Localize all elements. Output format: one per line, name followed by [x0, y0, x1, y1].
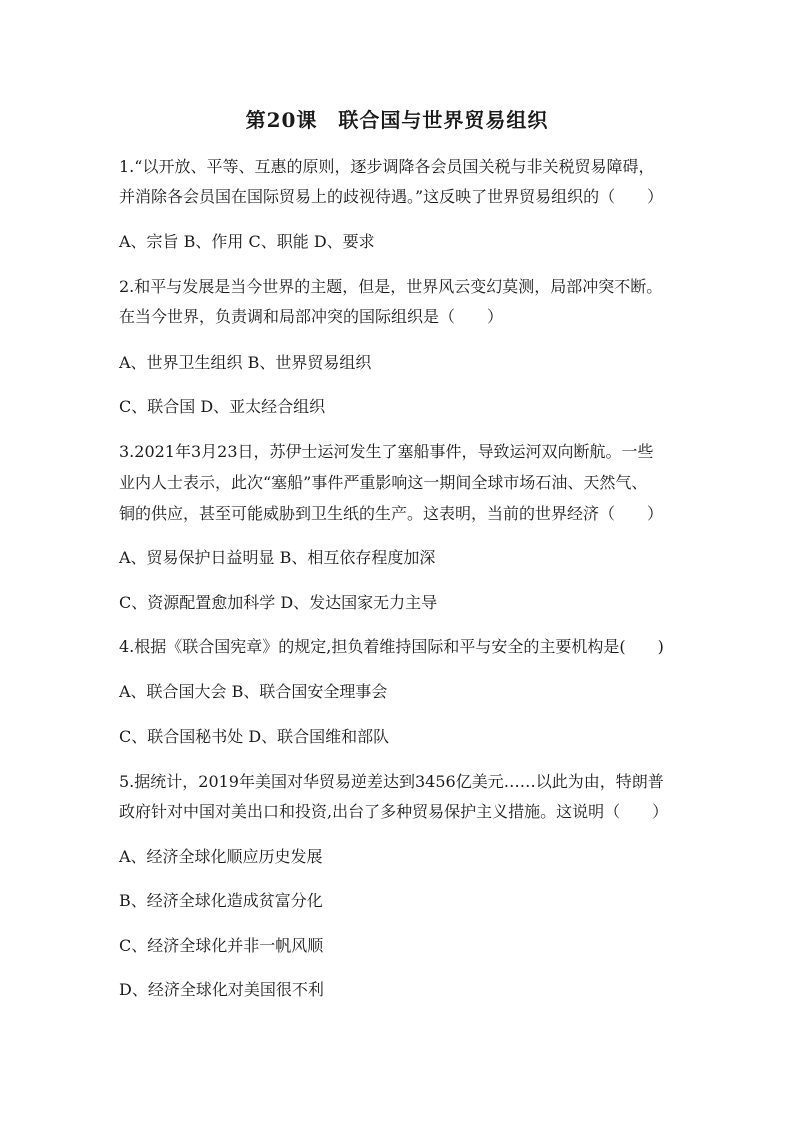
question-4-stem-line-1: 4.根据《联合国宪章》的规定,担负着维持国际和平与安全的主要机构是( ) — [119, 637, 664, 656]
question-3-option-line-1: A、贸易保护日益明显 B、相互依存程度加深 — [119, 548, 436, 567]
question-5-option-a: A、经济全球化顺应历史发展 — [119, 847, 323, 866]
question-1-options: A、宗旨 B、作用 C、职能 D、要求 — [119, 232, 375, 251]
question-3-stem-line-3: 铜的供应，甚至可能威胁到卫生纸的生产。这表明，当前的世界经济（ ） — [119, 504, 664, 523]
question-5-stem-line-1: 5.据统计，2019年美国对华贸易逆差达到3456亿美元……以此为由，特朗普 — [119, 772, 664, 791]
question-5-option-c: C、经济全球化并非一帆风顺 — [119, 936, 324, 955]
question-5-stem-line-2: 政府针对中国对美出口和投资,出台了多种贸易保护主义措施。这说明（ ） — [119, 802, 669, 821]
page-title: 第20课 联合国与世界贸易组织 — [245, 108, 549, 132]
question-2-stem-line-1: 2.和平与发展是当今世界的主题，但是，世界风云变幻莫测，局部冲突不断。 — [119, 277, 663, 296]
question-4-option-line-2: C、联合国秘书处 D、联合国维和部队 — [119, 727, 390, 746]
question-2-option-line-1: A、世界卫生组织 B、世界贸易组织 — [119, 353, 372, 372]
question-1-stem-line-1: 1.“以开放、平等、互惠的原则，逐步调降各会员国关税与非关税贸易障碍， — [119, 157, 655, 176]
question-4-option-line-1: A、联合国大会 B、联合国安全理事会 — [119, 682, 388, 701]
question-3-stem-line-1: 3.2021年3月23日，苏伊士运河发生了塞船事件，导致运河双向断航。一些 — [119, 442, 654, 461]
question-1-stem-line-2: 并消除各会员国在国际贸易上的歧视待遇。”这反映了世界贸易组织的（ ） — [119, 187, 664, 206]
question-2-stem-line-2: 在当今世界，负责调和局部冲突的国际组织是（ ） — [119, 307, 504, 326]
question-2-option-line-2: C、联合国 D、亚太经合组织 — [119, 397, 326, 416]
question-3-stem-line-2: 业内人士表示，此次“塞船”事件严重影响这一期间全球市场石油、天然气、 — [119, 473, 648, 492]
question-5-option-b: B、经济全球化造成贫富分化 — [119, 891, 323, 910]
question-5-option-d: D、经济全球化对美国很不利 — [119, 980, 324, 999]
question-3-option-line-2: C、资源配置愈加科学 D、发达国家无力主导 — [119, 593, 438, 612]
